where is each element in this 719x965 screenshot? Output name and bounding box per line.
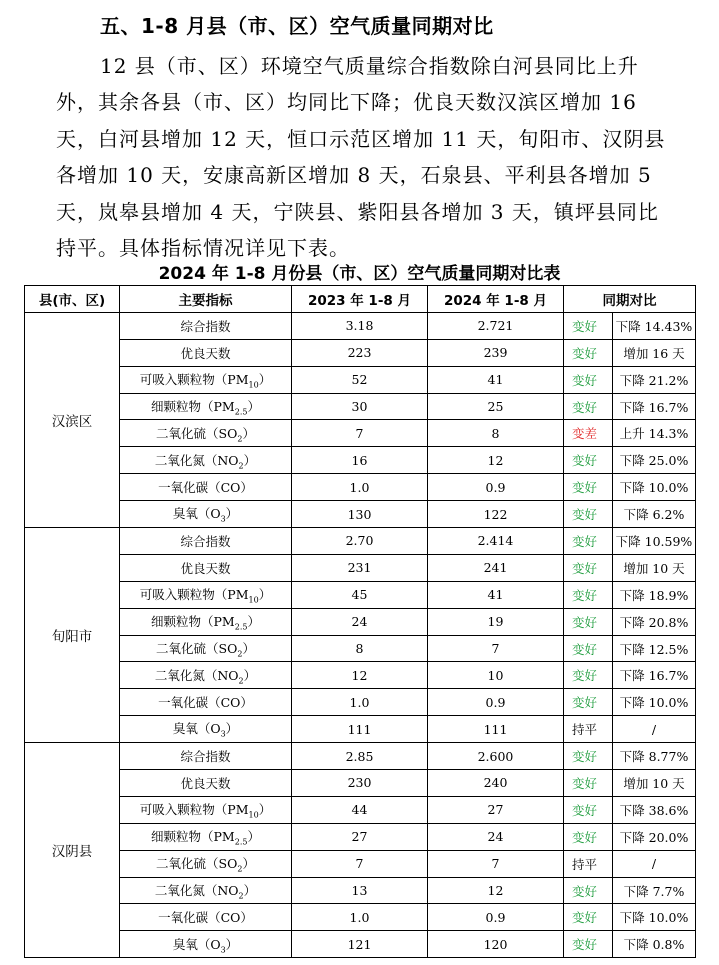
value-2024: 2.414 — [428, 528, 564, 555]
section-heading: 五、1-8 月县（市、区）空气质量同期对比 — [100, 14, 494, 38]
indicator-cell — [120, 743, 292, 770]
indicator-subscript: 2.5 — [234, 837, 248, 847]
header-compare: 同期对比 — [564, 286, 696, 313]
change-value: 增加 16 天 — [613, 339, 696, 366]
indicator-name: 可吸入颗粒物（PM — [139, 371, 249, 387]
table-row — [25, 850, 696, 877]
table-row — [25, 366, 696, 393]
status-badge: 变好 — [564, 554, 613, 581]
value-2024: 8 — [428, 420, 564, 447]
indicator-name: 臭氧（O — [172, 936, 221, 952]
value-2024: 239 — [428, 339, 564, 366]
change-value: / — [613, 850, 696, 877]
table-row — [25, 528, 696, 555]
value-2023: 24 — [292, 608, 428, 635]
table-row — [25, 501, 696, 528]
indicator-name: 优良天数 — [180, 775, 231, 791]
value-2023: 2.85 — [292, 743, 428, 770]
indicator-cell — [120, 850, 292, 877]
value-2024: 7 — [428, 635, 564, 662]
indicator-cell — [120, 312, 292, 339]
table-body — [25, 312, 696, 957]
change-value: 下降 8.77% — [613, 743, 696, 770]
status-badge: 持平 — [564, 716, 613, 743]
status-badge: 变好 — [564, 608, 613, 635]
value-2023: 223 — [292, 339, 428, 366]
county-cell: 汉滨区 — [25, 312, 120, 527]
indicator-subscript: 2 — [237, 649, 243, 659]
county-cell: 旬阳市 — [25, 528, 120, 743]
indicator-cell — [120, 501, 292, 528]
status-badge: 变好 — [564, 689, 613, 716]
table-row — [25, 904, 696, 931]
change-value: 增加 10 天 — [613, 770, 696, 797]
indicator-name: 一氧化碳（CO） — [158, 695, 253, 711]
indicator-name: 一氧化碳（CO） — [158, 910, 253, 926]
status-badge: 变好 — [564, 904, 613, 931]
status-badge: 变好 — [564, 474, 613, 501]
status-badge: 变好 — [564, 501, 613, 528]
indicator-cell — [120, 716, 292, 743]
indicator-name: 可吸入颗粒物（PM — [139, 586, 249, 602]
value-2023: 27 — [292, 823, 428, 850]
status-badge: 变好 — [564, 743, 613, 770]
indicator-subscript: 10 — [248, 380, 259, 390]
indicator-name: 综合指数 — [180, 749, 231, 765]
table-row — [25, 635, 696, 662]
indicator-tail: ） — [258, 586, 272, 602]
indicator-tail: ） — [243, 452, 257, 468]
indicator-cell — [120, 393, 292, 420]
change-value: 下降 10.0% — [613, 474, 696, 501]
indicator-name: 二氧化氮（NO — [154, 452, 239, 468]
table-row — [25, 393, 696, 420]
status-badge: 变好 — [564, 877, 613, 904]
status-badge: 变好 — [564, 796, 613, 823]
indicator-subscript: 3 — [220, 945, 226, 955]
value-2024: 120 — [428, 931, 564, 958]
header-2024: 2024 年 1-8 月 — [428, 286, 564, 313]
indicator-subscript: 2.5 — [234, 407, 248, 417]
table-header-row — [25, 286, 696, 313]
value-2024: 24 — [428, 823, 564, 850]
value-2023: 111 — [292, 716, 428, 743]
change-value: / — [613, 716, 696, 743]
value-2024: 25 — [428, 393, 564, 420]
change-value: 下降 12.5% — [613, 635, 696, 662]
header-county: 县(市、区) — [25, 286, 120, 313]
paragraph-line: 持平。具体指标情况详见下表。 — [56, 236, 350, 261]
indicator-name: 综合指数 — [180, 533, 231, 549]
value-2024: 0.9 — [428, 904, 564, 931]
header-2023: 2023 年 1-8 月 — [292, 286, 428, 313]
table-row — [25, 716, 696, 743]
change-value: 下降 0.8% — [613, 931, 696, 958]
table-row — [25, 770, 696, 797]
value-2023: 44 — [292, 796, 428, 823]
table-row — [25, 447, 696, 474]
change-value: 下降 10.0% — [613, 904, 696, 931]
value-2024: 0.9 — [428, 689, 564, 716]
indicator-subscript: 10 — [248, 595, 259, 605]
paragraph-line: 各增加 10 天，安康高新区增加 8 天，石泉县、平利县各增加 5 — [56, 163, 652, 188]
table-row — [25, 662, 696, 689]
indicator-name: 二氧化硫（SO — [156, 425, 238, 441]
value-2023: 2.70 — [292, 528, 428, 555]
status-badge: 变好 — [564, 339, 613, 366]
value-2023: 8 — [292, 635, 428, 662]
indicator-tail: ） — [225, 721, 239, 737]
change-value: 上升 14.3% — [613, 420, 696, 447]
indicator-name: 细颗粒物（PM — [151, 829, 235, 844]
status-badge: 变好 — [564, 312, 613, 339]
indicator-cell — [120, 689, 292, 716]
value-2023: 3.18 — [292, 312, 428, 339]
value-2023: 1.0 — [292, 904, 428, 931]
table-title: 2024 年 1-8 月份县（市、区）空气质量同期对比表 — [158, 264, 561, 284]
indicator-tail: ） — [242, 640, 255, 656]
indicator-cell — [120, 581, 292, 608]
table-row — [25, 743, 696, 770]
value-2023: 45 — [292, 581, 428, 608]
table-row — [25, 689, 696, 716]
table-row — [25, 420, 696, 447]
table-row — [25, 554, 696, 581]
value-2024: 122 — [428, 501, 564, 528]
indicator-tail: ） — [247, 829, 260, 844]
value-2023: 30 — [292, 393, 428, 420]
value-2024: 41 — [428, 366, 564, 393]
indicator-cell — [120, 770, 292, 797]
value-2023: 1.0 — [292, 689, 428, 716]
status-badge: 变好 — [564, 931, 613, 958]
change-value: 下降 21.2% — [613, 366, 696, 393]
indicator-name: 二氧化硫（SO — [156, 855, 238, 871]
indicator-cell — [120, 904, 292, 931]
indicator-cell — [120, 796, 292, 823]
indicator-cell — [120, 635, 292, 662]
indicator-subscript: 3 — [220, 514, 226, 524]
indicator-tail: ） — [243, 882, 257, 898]
header-indicator: 主要指标 — [120, 286, 292, 313]
indicator-name: 优良天数 — [180, 560, 231, 576]
change-value: 下降 10.0% — [613, 689, 696, 716]
indicator-name: 臭氧（O — [172, 506, 221, 522]
change-value: 下降 14.43% — [613, 312, 696, 339]
indicator-cell — [120, 608, 292, 635]
indicator-subscript: 2 — [238, 891, 244, 901]
change-value: 下降 38.6% — [613, 796, 696, 823]
indicator-tail: ） — [225, 506, 239, 522]
value-2023: 16 — [292, 447, 428, 474]
value-2024: 27 — [428, 796, 564, 823]
indicator-subscript: 10 — [248, 810, 259, 820]
table-row — [25, 339, 696, 366]
indicator-subscript: 2 — [237, 864, 243, 874]
status-badge: 变好 — [564, 823, 613, 850]
change-value: 下降 16.7% — [613, 393, 696, 420]
indicator-cell — [120, 528, 292, 555]
table-row — [25, 312, 696, 339]
indicator-subscript: 2.5 — [234, 622, 248, 632]
indicator-name: 细颗粒物（PM — [151, 398, 235, 414]
change-value: 下降 20.0% — [613, 823, 696, 850]
status-badge: 变好 — [564, 635, 613, 662]
value-2024: 19 — [428, 608, 564, 635]
indicator-cell — [120, 823, 292, 850]
value-2023: 7 — [292, 850, 428, 877]
value-2023: 7 — [292, 420, 428, 447]
table-row — [25, 877, 696, 904]
indicator-name: 细颗粒物（PM — [151, 613, 235, 629]
indicator-tail: ） — [243, 667, 257, 683]
indicator-name: 二氧化硫（SO — [156, 640, 238, 656]
status-badge: 变差 — [564, 420, 613, 447]
change-value: 下降 7.7% — [613, 877, 696, 904]
table-row — [25, 581, 696, 608]
value-2024: 111 — [428, 716, 564, 743]
indicator-tail: ） — [225, 936, 239, 952]
value-2023: 1.0 — [292, 474, 428, 501]
change-value: 下降 16.7% — [613, 662, 696, 689]
change-value: 下降 6.2% — [613, 501, 696, 528]
table-row — [25, 608, 696, 635]
value-2024: 2.600 — [428, 743, 564, 770]
change-value: 下降 10.59% — [613, 528, 696, 555]
status-badge: 变好 — [564, 447, 613, 474]
value-2024: 12 — [428, 447, 564, 474]
value-2023: 231 — [292, 554, 428, 581]
change-value: 下降 18.9% — [613, 581, 696, 608]
indicator-tail: ） — [247, 613, 260, 629]
county-cell: 汉阴县 — [25, 743, 120, 958]
value-2023: 130 — [292, 501, 428, 528]
value-2023: 13 — [292, 877, 428, 904]
value-2024: 0.9 — [428, 474, 564, 501]
summary-paragraph — [56, 48, 668, 266]
indicator-subscript: 3 — [220, 729, 226, 739]
table-row — [25, 931, 696, 958]
value-2024: 41 — [428, 581, 564, 608]
status-badge: 变好 — [564, 366, 613, 393]
value-2024: 12 — [428, 877, 564, 904]
indicator-cell — [120, 339, 292, 366]
status-badge: 变好 — [564, 770, 613, 797]
indicator-cell — [120, 662, 292, 689]
indicator-subscript: 2 — [237, 434, 243, 444]
indicator-name: 一氧化碳（CO） — [158, 480, 253, 496]
indicator-name: 可吸入颗粒物（PM — [139, 802, 249, 818]
indicator-cell — [120, 931, 292, 958]
status-badge: 持平 — [564, 850, 613, 877]
change-value: 增加 10 天 — [613, 554, 696, 581]
value-2024: 7 — [428, 850, 564, 877]
indicator-cell — [120, 554, 292, 581]
value-2024: 240 — [428, 770, 564, 797]
indicator-tail: ） — [242, 855, 255, 871]
status-badge: 变好 — [564, 581, 613, 608]
air-quality-table — [24, 285, 696, 958]
indicator-tail: ） — [242, 425, 255, 441]
indicator-tail: ） — [258, 371, 272, 387]
indicator-name: 优良天数 — [180, 345, 231, 361]
paragraph-line: 12 县（市、区）环境空气质量综合指数除白河县同比上升 — [100, 54, 639, 78]
change-value: 下降 20.8% — [613, 608, 696, 635]
paragraph-line: 天，岚皋县增加 4 天，宁陕县、紫阳县各增加 3 天，镇坪县同比 — [56, 199, 659, 224]
value-2023: 12 — [292, 662, 428, 689]
table-row — [25, 796, 696, 823]
indicator-cell — [120, 366, 292, 393]
value-2024: 10 — [428, 662, 564, 689]
indicator-tail: ） — [258, 802, 272, 818]
indicator-subscript: 2 — [238, 676, 244, 686]
indicator-name: 综合指数 — [180, 318, 231, 334]
change-value: 下降 25.0% — [613, 447, 696, 474]
paragraph-line: 外，其余各县（市、区）均同比下降；优良天数汉滨区增加 16 — [56, 90, 637, 115]
indicator-cell — [120, 447, 292, 474]
table-row — [25, 823, 696, 850]
indicator-name: 二氧化氮（NO — [154, 882, 239, 898]
value-2023: 121 — [292, 931, 428, 958]
value-2023: 52 — [292, 366, 428, 393]
indicator-tail: ） — [247, 398, 260, 414]
status-badge: 变好 — [564, 393, 613, 420]
paragraph-line: 天，白河县增加 12 天，恒口示范区增加 11 天，旬阳市、汉阴县 — [56, 126, 666, 151]
value-2024: 2.721 — [428, 312, 564, 339]
indicator-name: 臭氧（O — [172, 721, 221, 737]
indicator-cell — [120, 877, 292, 904]
table-row — [25, 474, 696, 501]
value-2024: 241 — [428, 554, 564, 581]
indicator-subscript: 2 — [238, 461, 244, 471]
indicator-name: 二氧化氮（NO — [154, 667, 239, 683]
status-badge: 变好 — [564, 662, 613, 689]
value-2023: 230 — [292, 770, 428, 797]
indicator-cell — [120, 420, 292, 447]
status-badge: 变好 — [564, 528, 613, 555]
indicator-cell — [120, 474, 292, 501]
